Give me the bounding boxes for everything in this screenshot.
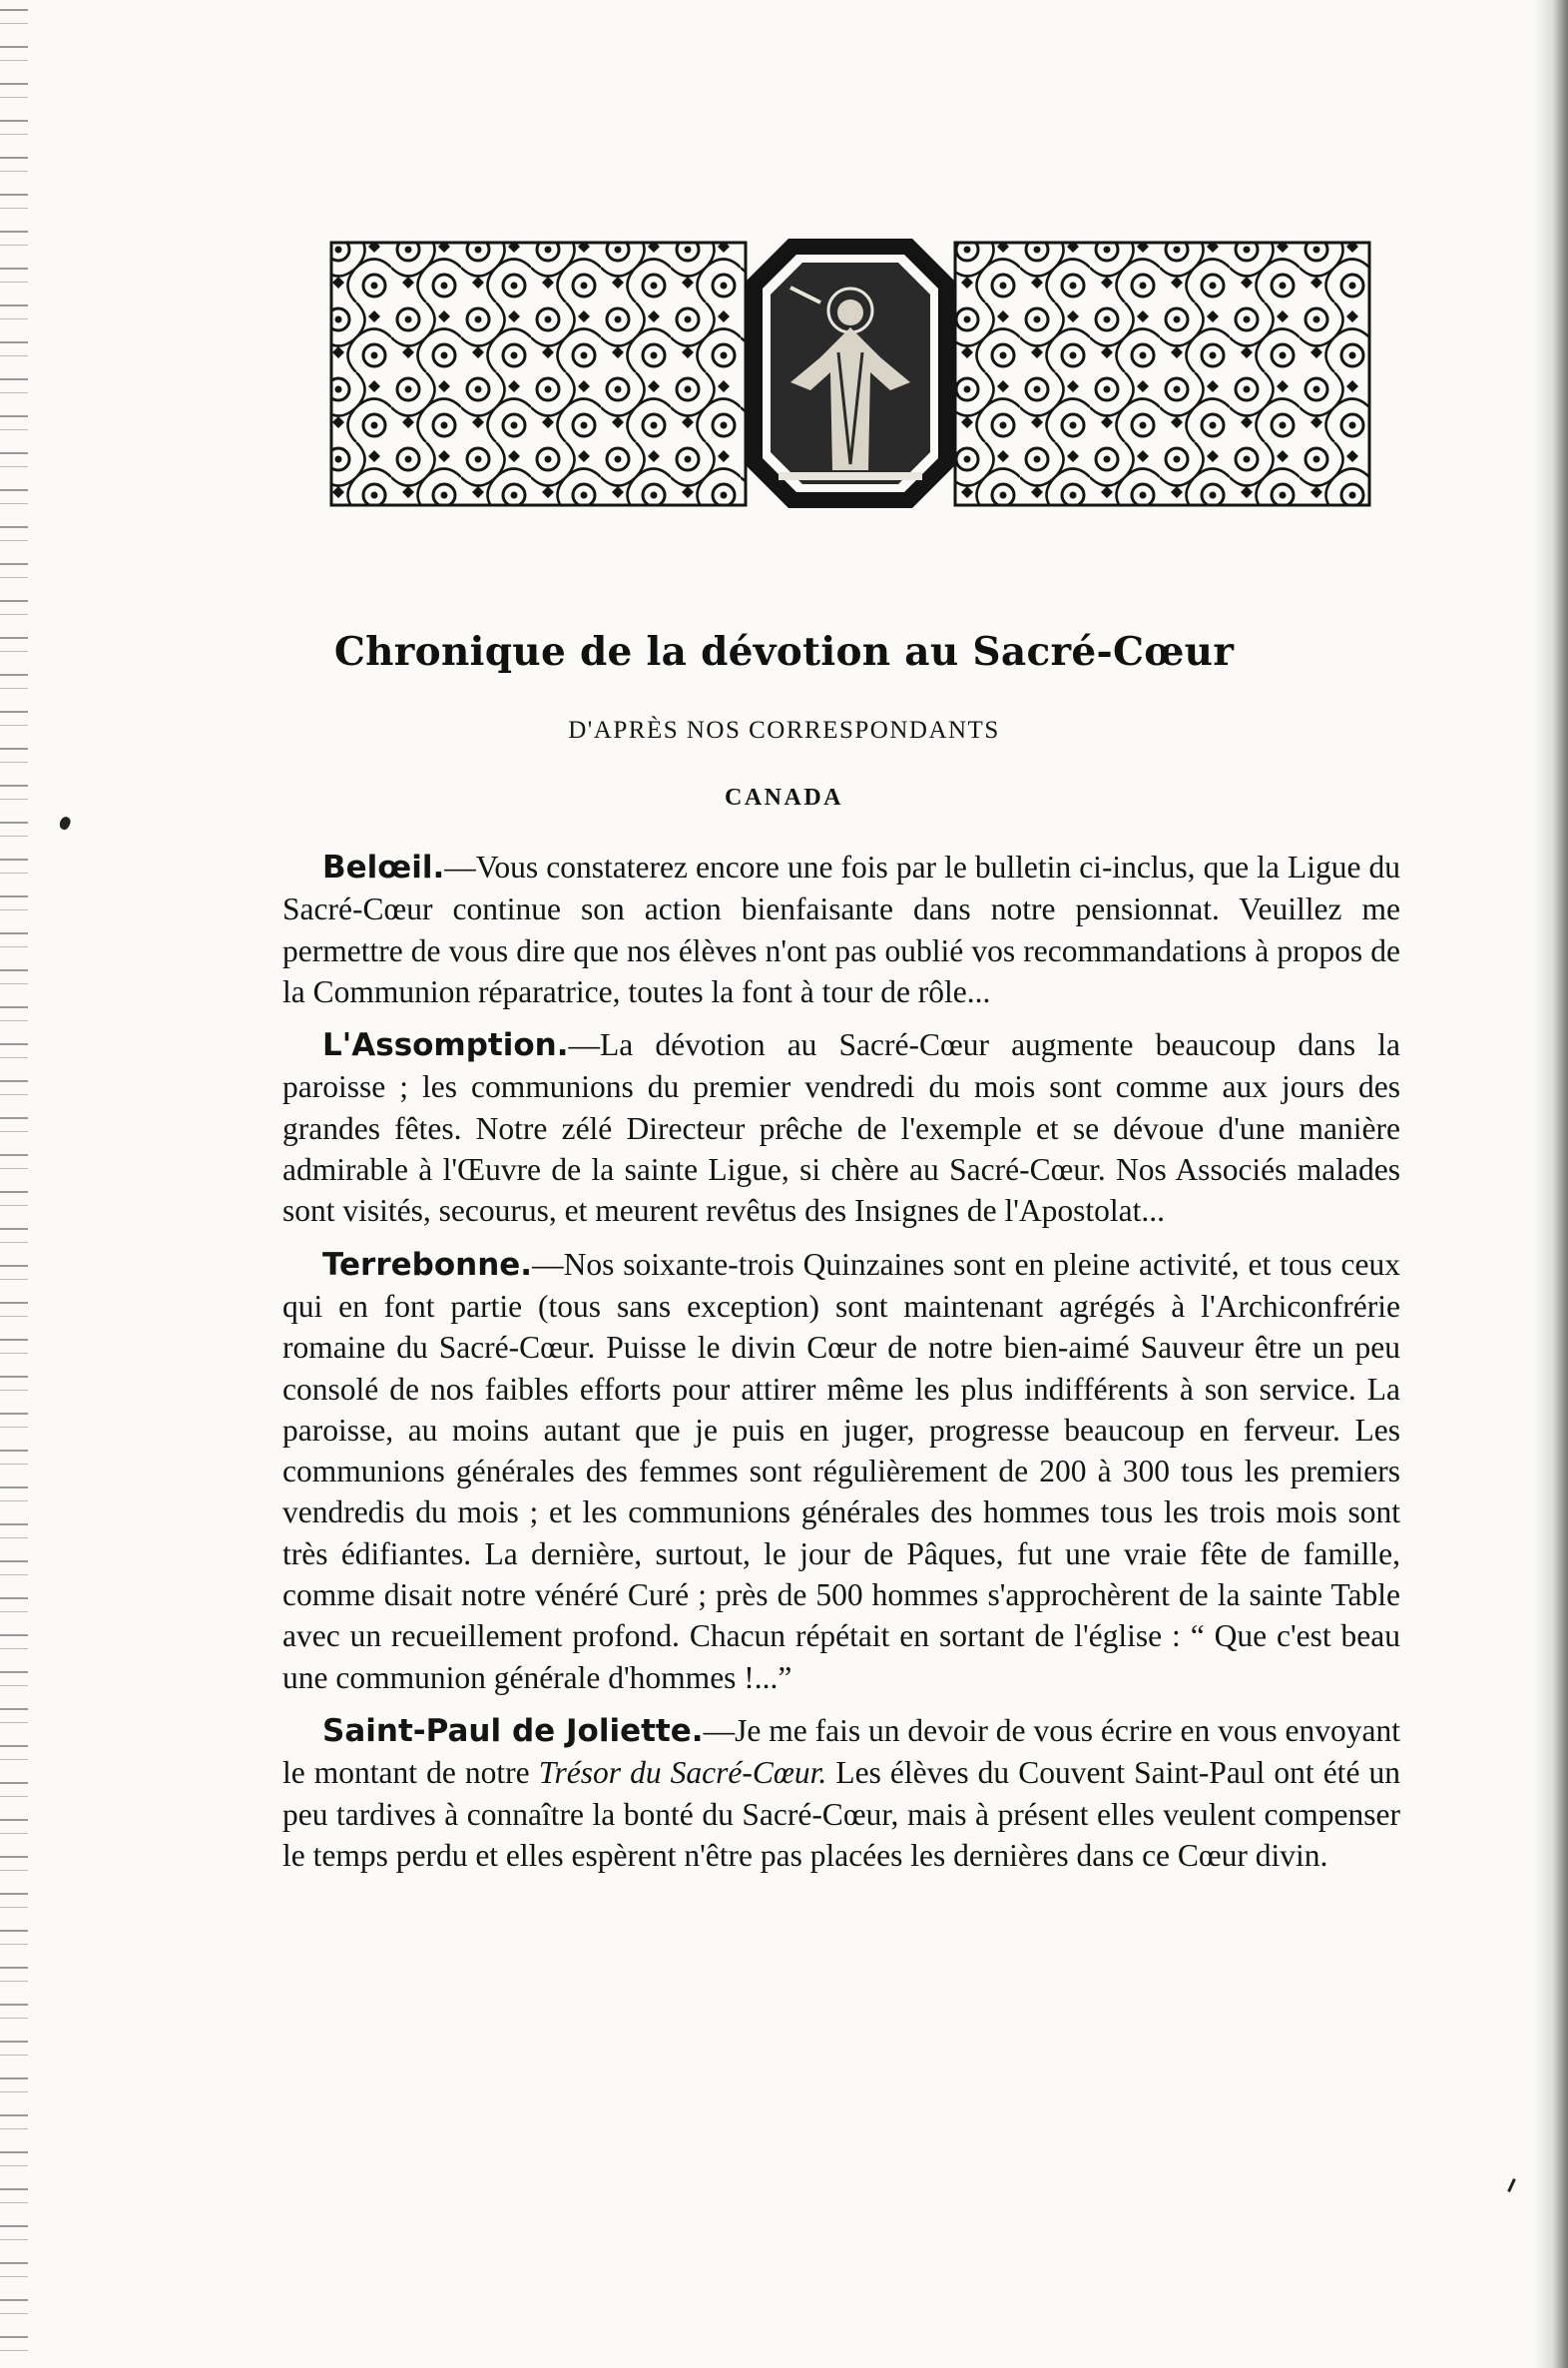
ornament-left-panel [331,243,746,505]
region-heading: CANADA [725,785,843,811]
saint-medallion-icon [745,239,956,508]
page-title: Chronique de la dévotion au Sacré-Cœur [333,629,1235,675]
correspondence-paragraph [282,1244,1400,1698]
correspondence-paragraph [282,847,1400,1012]
margin-ink-mark [1507,2178,1516,2192]
page-edge-right [1534,0,1568,2368]
paragraph-text: Les élèves du Couvent Saint-Paul ont été un peu tardives à connaître la bonté du Sacré-Cœur, mais à présent elles veulent compenser le temps perdu et elles espèrent n'être pas placées les dernières dans ce Cœur divin. [282,1755,1400,1873]
ornamental-header-band [321,233,1379,515]
publication-title: Trésor du Sacré-Cœur. [538,1755,827,1791]
place-name: Belœil. [322,850,445,886]
correspondence-paragraph [282,1024,1400,1231]
place-name: Saint-Paul de Joliette. [322,1712,704,1749]
correspondence-paragraph [282,1710,1400,1876]
paragraph-text: —Je me fais un devoir de vous écrire en vous envoyant le montant de notre [282,1712,1400,1791]
page-edge-left [0,0,28,2368]
article-body [282,847,1400,1888]
place-name: Terrebonne. [322,1246,533,1283]
place-name: L'Assomption. [322,1027,569,1064]
page-subtitle: D'APRÈS NOS CORRESPONDANTS [568,717,1000,744]
paragraph-text: —Vous constaterez encore une fois par le bulletin ci-inclus, que la Ligue du Sacré-Cœur continue son action bienfaisante dans notre pensionnat. Veuillez me permettre de vous dire que nos élèves n'ont pas oublié vos recommandations à propos de la Communion réparatrice, toutes la font à tour de rôle... [282,850,1400,1009]
ornament-right-panel [955,243,1369,505]
margin-ink-mark [57,815,72,831]
paragraph-text: —La dévotion au Sacré-Cœur augmente beaucoup dans la paroisse ; les communions du premier vendredi du mois sont comme aux jours des grandes fêtes. Notre zélé Directeur prêche de l'exemple et se dévoue d'une manière admirable à l'Œuvre de la sainte Ligue, si chère au Sacré-Cœur. Nos Associés malades sont visités, secourus, et meurent revêtus des Insignes de l'Apostolat... [282,1027,1400,1229]
paragraph-text: —Nos soixante-trois Quinzaines sont en pleine activité, et tous ceux qui en font partie (tous sans exception) sont maintenant agrégés à l'Archiconfrérie romaine du Sacré-Cœur. Puisse le divin Cœur de notre bien-aimé Sauveur être un peu consolé de nos faibles efforts pour attirer même les plus indifférents à son service. La paroisse, au moins autant que je puis en juger, progresse beaucoup en ferveur. Les communions générales des femmes sont régulièrement de 200 à 300 tous les premiers vendredis du mois ; et les communions générales des hommes tous les trois mois sont très édifiantes. La dernière, surtout, le jour de Pâques, fut une vraie fête de famille, comme disait notre vénéré Curé ; près de 500 hommes s'approchèrent de la sainte Table avec un recueillement profond. Chacun répétait en sortant de l'église : “ Que c'est beau une communion générale d'hommes !...” [282,1246,1400,1695]
